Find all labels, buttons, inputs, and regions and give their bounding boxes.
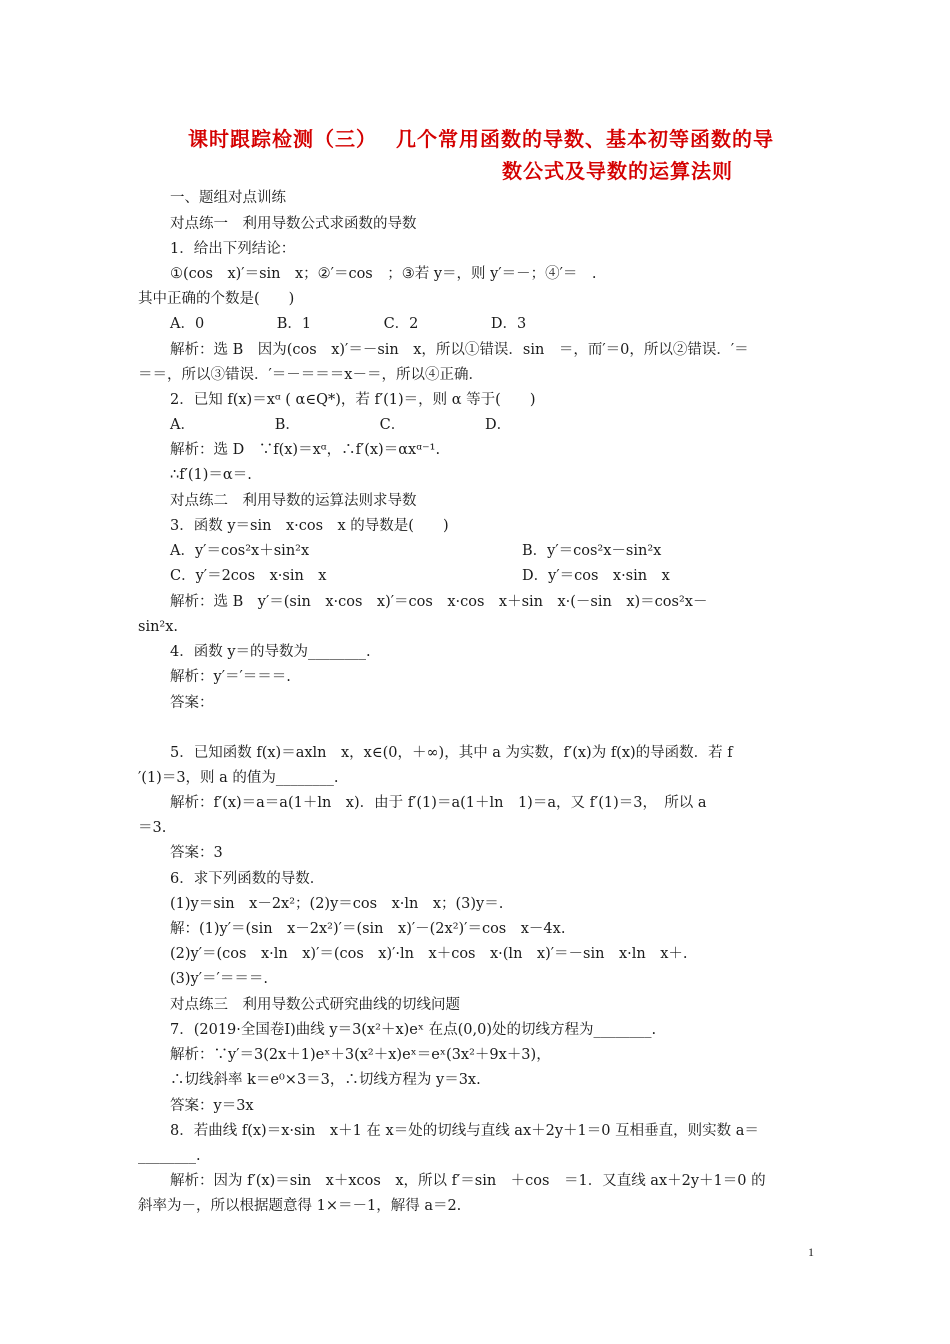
question-1-statements: ①(cos x)′＝sin x；②′＝cos ；③若 y＝，则 y′＝－；④′＝ . <box>170 266 597 282</box>
question-2-options: A． B． C． D． <box>170 417 512 433</box>
question-1-prompt: 其中正确的个数是( ) <box>138 291 295 307</box>
question-5-line-2: ′(1)＝3，则 a 的值为________. <box>138 770 339 786</box>
solution-1-line-2: ＝＝，所以③错误．′＝－＝＝＝x－＝，所以④正确． <box>138 367 483 383</box>
question-4: 4．函数 y＝的导数为________. <box>170 644 371 660</box>
solution-3-line-1: 解析：选 B y′＝(sin x·cos x)′＝cos x·cos x＋sin x·(－sin x)＝cos²x－ <box>170 594 708 610</box>
question-1: 1．给出下列结论： <box>170 241 296 257</box>
solution-3-line-2: sin²x. <box>138 619 179 635</box>
question-6-functions: (1)y＝sin x－2x²；(2)y＝cos x·ln x；(3)y＝. <box>170 896 504 912</box>
question-1-options: A．0 B．1 C．2 D．3 <box>170 316 527 332</box>
page-title-line-1: 课时跟踪检测（三） 几个常用函数的导数、基本初等函数的导 <box>188 127 774 151</box>
question-5-line-1: 5．已知函数 f(x)＝axln x，x∈(0，＋∞)，其中 a 为实数，f′(x)为 f(x)的导函数．若 f <box>170 745 733 761</box>
question-3-option-d: D．y′＝cos x·sin x <box>522 568 670 584</box>
solution-4: 解析：y′＝′＝＝＝. <box>170 669 291 685</box>
solution-5-line-2: ＝3. <box>138 820 167 836</box>
solution-7-line-1: 解析：∵y′＝3(2x＋1)eˣ＋3(x²＋x)eˣ＝eˣ(3x²＋9x＋3)， <box>170 1047 551 1063</box>
subsection-heading: 对点练二 利用导数的运算法则求导数 <box>170 493 417 509</box>
solution-6-part-3: (3)y′＝′＝＝＝. <box>170 971 268 987</box>
solution-8-line-2: 斜率为－，所以根据题意得 1×＝－1，解得 a＝2. <box>138 1198 462 1214</box>
solution-7-line-2: ∴切线斜率 k＝e⁰×3＝3，∴切线方程为 y＝3x. <box>170 1072 481 1088</box>
question-3: 3．函数 y＝sin x·cos x 的导数是( ) <box>170 518 449 534</box>
question-3-option-a: A．y′＝cos²x＋sin²x <box>170 543 310 559</box>
solution-2-line-2: ∴f′(1)＝α＝. <box>170 467 252 483</box>
answer-4: 答案： <box>170 695 214 711</box>
question-2: 2．已知 f(x)＝xᵅ ( α∈Q*)，若 f′(1)＝，则 α 等于( ) <box>170 392 536 408</box>
solution-6-part-2: (2)y′＝(cos x·ln x)′＝(cos x)′·ln x＋cos x·(ln x)′＝－sin x·ln x＋. <box>170 946 688 962</box>
question-7: 7．(2019·全国卷Ⅰ)曲线 y＝3(x²＋x)eˣ 在点(0,0)处的切线方程为________. <box>170 1022 657 1038</box>
question-6: 6．求下列函数的导数． <box>170 871 325 887</box>
subsection-heading: 对点练三 利用导数公式研究曲线的切线问题 <box>170 997 460 1013</box>
question-8-line-2: ________. <box>138 1148 201 1164</box>
answer-7: 答案：y＝3x <box>170 1098 254 1114</box>
question-3-option-c: C．y′＝2cos x·sin x <box>170 568 327 584</box>
question-3-option-b: B．y′＝cos²x－sin²x <box>522 543 662 559</box>
answer-5: 答案：3 <box>170 845 223 861</box>
section-heading: 一、题组对点训练 <box>170 190 286 206</box>
solution-8-line-1: 解析：因为 f′(x)＝sin x＋xcos x，所以 f′＝sin ＋cos ＝1．又直线 ax＋2y＋1＝0 的 <box>170 1173 766 1189</box>
page-title-line-2: 数公式及导数的运算法则 <box>502 159 733 183</box>
solution-5-line-1: 解析：f′(x)＝a＝a(1＋ln x)．由于 f′(1)＝a(1＋ln 1)＝a，又 f′(1)＝3， 所以 a <box>170 795 707 811</box>
question-8-line-1: 8．若曲线 f(x)＝x·sin x＋1 在 x＝处的切线与直线 ax＋2y＋1＝0 互相垂直，则实数 a＝ <box>170 1123 759 1139</box>
solution-2-line-1: 解析：选 D ∵f(x)＝xᵅ，∴f′(x)＝αxᵅ⁻¹. <box>170 442 441 458</box>
solution-6-part-1: 解：(1)y′＝(sin x－2x²)′＝(sin x)′－(2x²)′＝cos x－4x. <box>170 921 566 937</box>
page-number: 1 <box>808 1245 814 1259</box>
subsection-heading: 对点练一 利用导数公式求函数的导数 <box>170 216 417 232</box>
solution-1-line-1: 解析：选 B 因为(cos x)′＝－sin x，所以①错误．sin ＝，而′＝0，所以②错误．′＝ <box>170 342 749 358</box>
